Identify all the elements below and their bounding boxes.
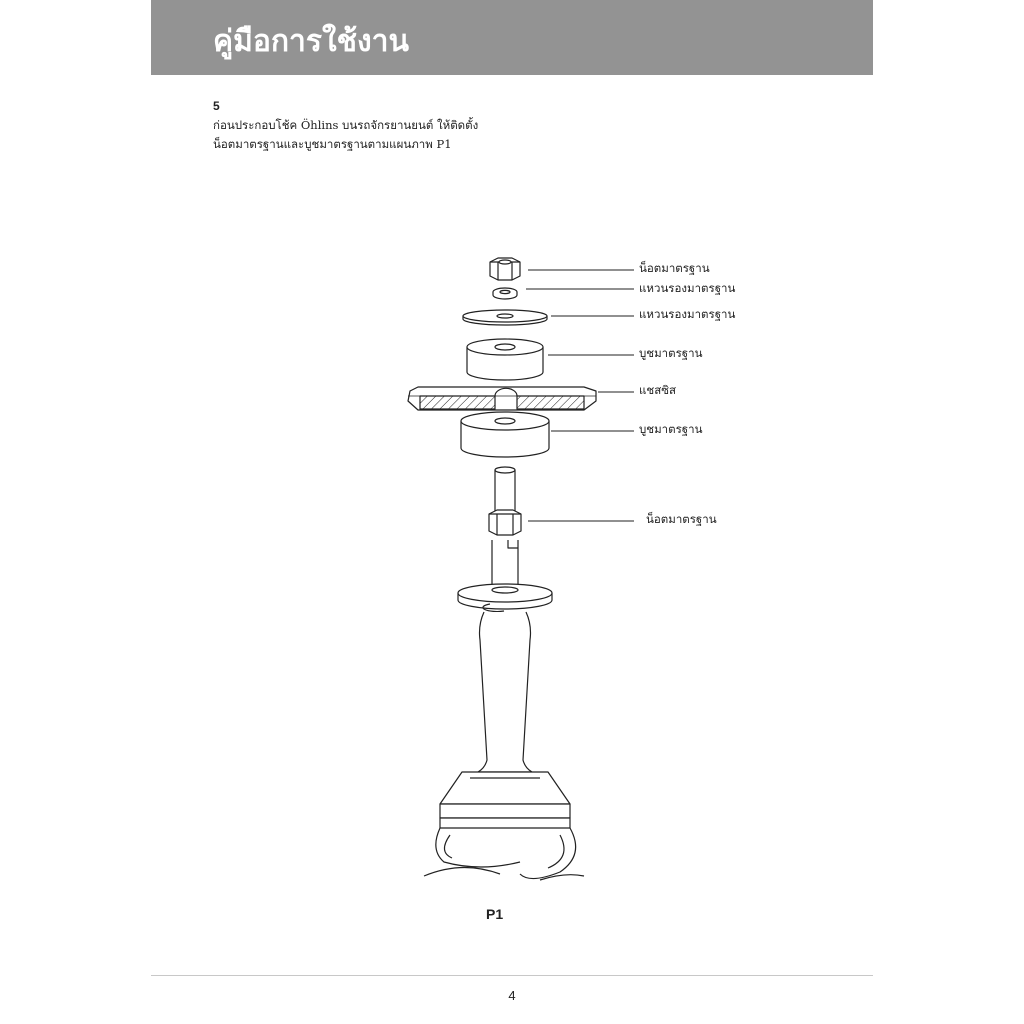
label-small-washer: แหวนรองมาตรฐาน: [639, 281, 736, 295]
upper-bushing-part: [467, 339, 543, 380]
footer-divider: [151, 975, 873, 976]
spring-part: [424, 828, 584, 880]
figure-caption: P1: [486, 906, 504, 922]
lower-bushing-part: [461, 412, 549, 457]
large-washer-part: [463, 310, 547, 325]
label-top-nut: น็อตมาตรฐาน: [639, 261, 710, 275]
label-upper-bushing: บูชมาตรฐาน: [639, 346, 703, 360]
spring-seat-part: [458, 584, 552, 612]
label-large-washer: แหวนรองมาตรฐาน: [639, 307, 736, 321]
shock-body-part: [440, 612, 570, 828]
small-washer-part: [493, 288, 517, 299]
shaft-nut-part: [489, 510, 521, 535]
page-title: คู่มือการใช้งาน: [213, 24, 409, 59]
step-instruction-line-1: ก่อนประกอบโช้ค Öhlins บนรถจักรยานยนต์ ให้ติดตั้ง: [213, 118, 479, 132]
top-nut-part: [490, 258, 520, 280]
step-number: 5: [213, 99, 220, 113]
label-chassis: แชสซิส: [639, 383, 677, 397]
label-shaft-nut: น็อตมาตรฐาน: [646, 512, 717, 526]
label-lower-bushing: บูชมาตรฐาน: [639, 422, 703, 436]
step-instruction-line-2: น็อตมาตรฐานและบูชมาตรฐานตามแผนภาพ P1: [213, 137, 452, 151]
chassis-part: [408, 387, 596, 410]
page-number: 4: [508, 988, 516, 1003]
